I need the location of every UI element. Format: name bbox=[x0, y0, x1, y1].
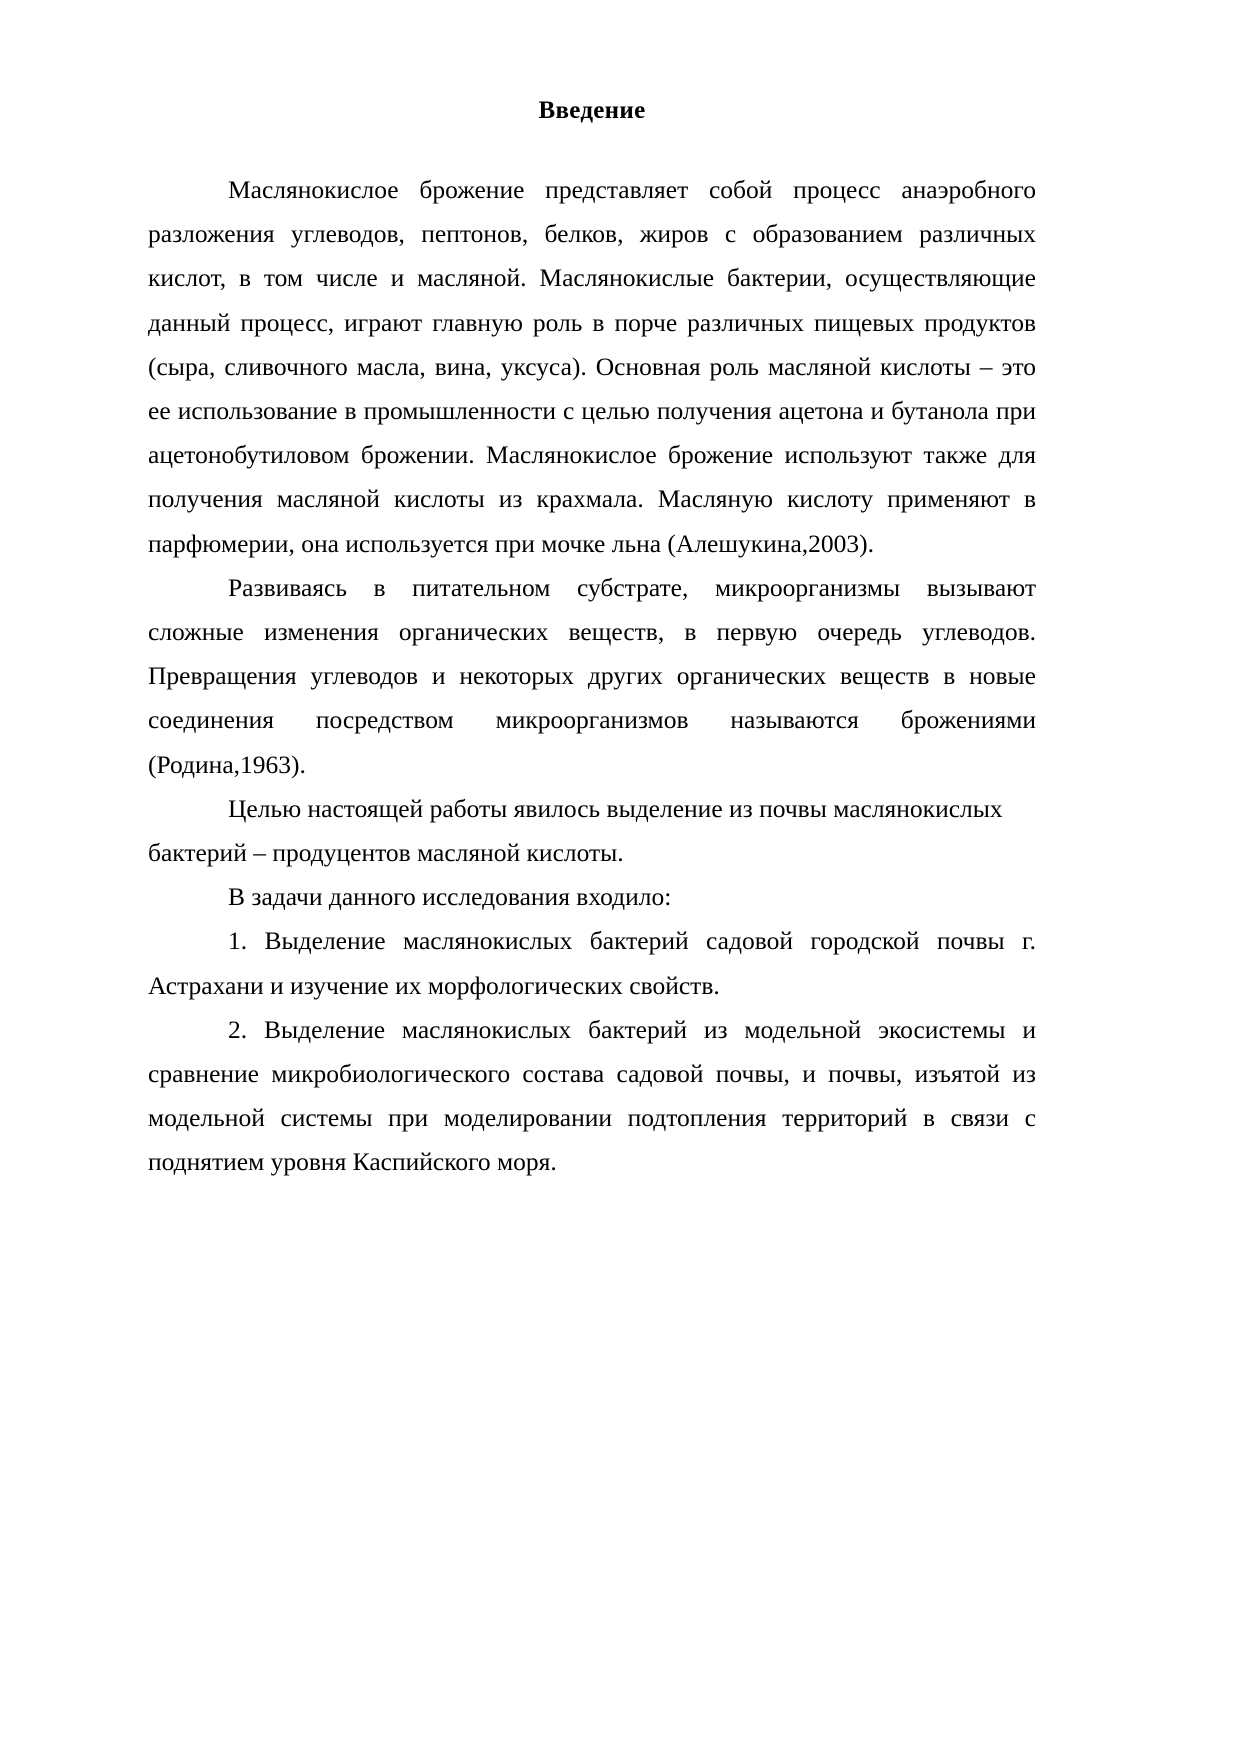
document-body bbox=[148, 96, 1036, 1185]
paragraph-microorganisms-substrate: Развиваясь в питательном субстрате, микроорганизмы вызывают сложные изменения органических веществ, в первую очередь углеводов. Превращения углеводов и некоторых других органических веществ в новые соединения посредством микроорганизмов называются брожениями (Родина,1963). bbox=[148, 572, 1036, 779]
paragraph-intro-butyric-fermentation: Маслянокислое брожение представляет собой процесс анаэробного разложения углеводов, пептонов, белков, жиров с образованием различных кислот, в том числе и масляной. Маслянокислые бактерии, осуществляющие данный процесс, играют главную роль в порче различных пищевых продуктов (сыра, сливочного масла, вина, уксуса). Основная роль масляной кислоты – это ее использование в промышленности с целью получения ацетона и бутанола при ацетонобутиловом брожении. Маслянокислое брожение используют также для получения масляной кислоты из крахмала. Масляную кислоту применяют в парфюмерии, она используется при мочке льна (Алешукина,2003). bbox=[148, 175, 1036, 558]
page-title: Введение bbox=[538, 97, 646, 124]
paragraph-work-goal: Целью настоящей работы явилось выделение из почвы маслянокислых бактерий – продуцентов масляной кислоты. bbox=[148, 793, 1003, 868]
list-item-task-2: 2. Выделение маслянокислых бактерий из модельной экосистемы и сравнение микробиологического состава садовой почвы, и почвы, изъятой из модельной системы при моделировании подтопления территорий в связи с поднятием уровня Каспийского моря. bbox=[148, 1014, 1036, 1177]
paragraph-tasks-lead-in: В задачи данного исследования входило: bbox=[228, 882, 672, 912]
list-item-task-1: 1. Выделение маслянокислых бактерий садовой городской почвы г. Астрахани и изучение их морфологических свойств. bbox=[148, 926, 1036, 1000]
